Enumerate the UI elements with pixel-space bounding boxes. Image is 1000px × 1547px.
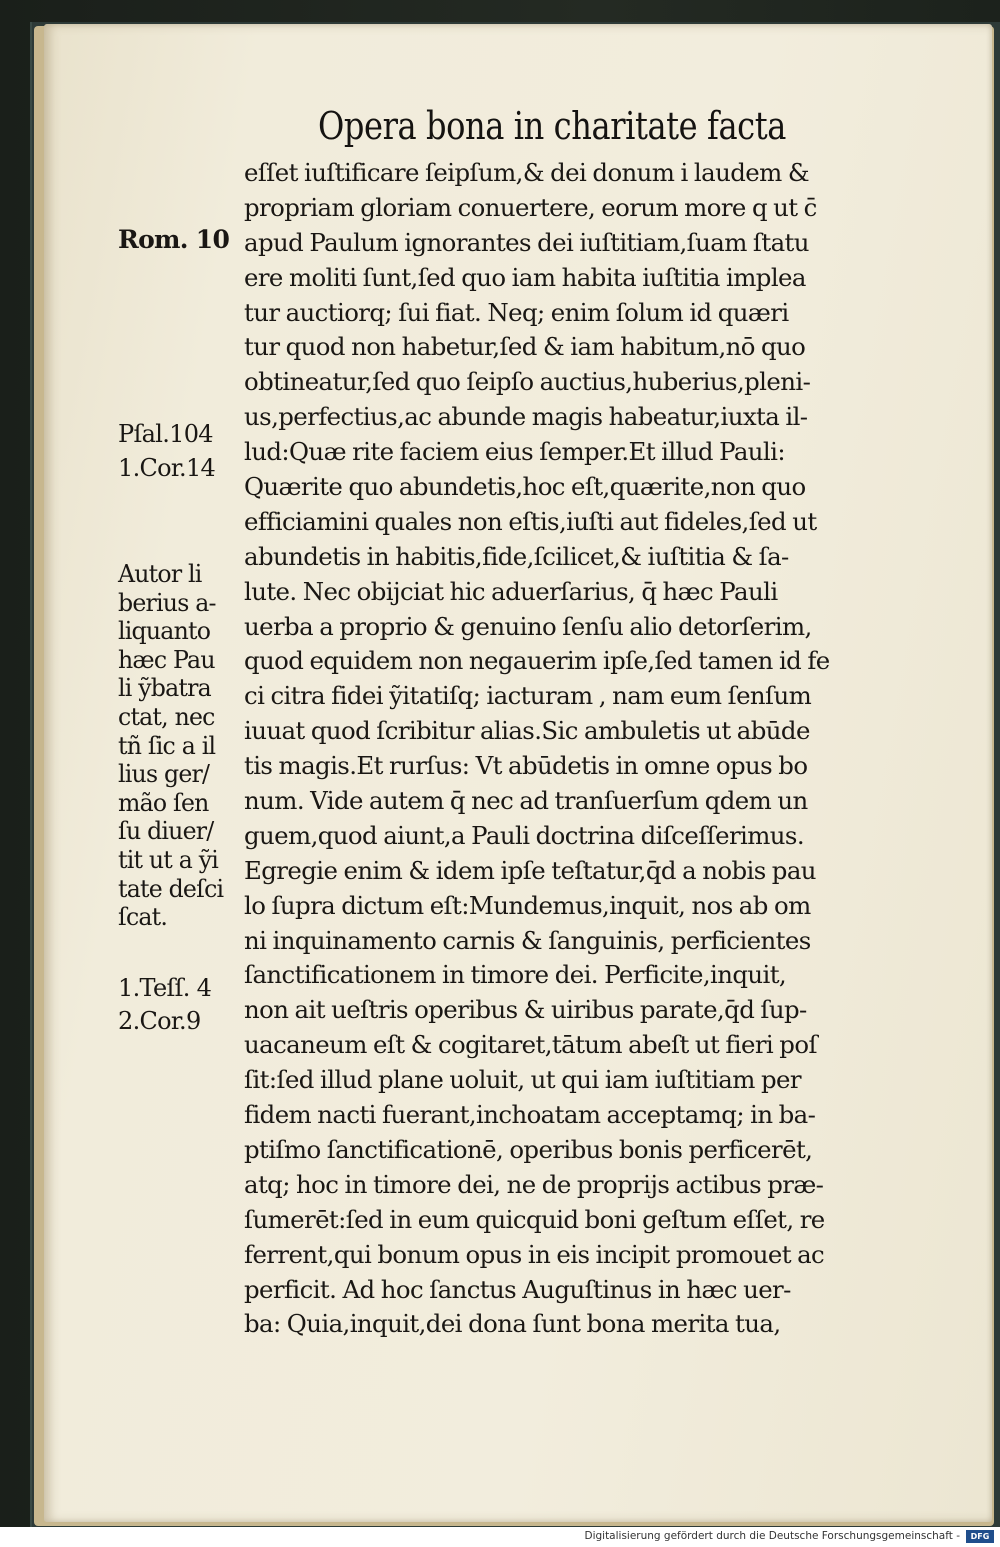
dfg-logo: DFG — [966, 1530, 994, 1543]
text-line: ba: Quia,inquit,dei dona ſunt bona merita tua, — [244, 1309, 781, 1339]
margin-ref-tess: 1.Teſſ. 4 — [118, 974, 212, 1002]
text-line: perficit. Ad hoc ſanctus Auguſtinus in hæc uer- — [244, 1274, 791, 1304]
text-line: quod equidem non negauerim ipſe,ſed tamen id fe — [244, 646, 830, 676]
text-line: abundetis in habitis,fide,ſcilicet,& iuſtitia & ſa- — [244, 541, 789, 571]
text-line: ſit:ſed illud plane uoluit, ut qui iam iuſtitiam per — [244, 1065, 801, 1095]
margin-ref-psal: Pſal.104 — [118, 420, 213, 448]
text-line: uacaneum eſt & cogitaret,tātum abeſt ut fieri poſ — [244, 1030, 817, 1060]
gloss-line: ſu diuer/ — [118, 817, 214, 846]
gloss-line: liquanto — [118, 617, 211, 646]
main-text-block — [244, 156, 874, 1342]
gloss-line: hæc Pau — [118, 645, 215, 674]
gloss-line: berius a- — [118, 588, 216, 617]
funding-credit: Digitalisierung gefördert durch die Deutsche Forschungsgemeinschaft - — [584, 1530, 960, 1542]
margin-ref-cor1: 1.Cor.14 — [118, 454, 216, 482]
text-line: lo ſupra dictum eſt:Mundemus,inquit, nos ab om — [244, 890, 811, 920]
text-line: propriam gloriam conuertere, eorum more q ut c̄ — [244, 192, 817, 222]
footer-bar — [0, 1527, 1000, 1547]
text-line: ſumerēt:ſed in eum quicquid boni geſtum eſſet, re — [244, 1204, 825, 1234]
text-line: tur auctiorq; ſui fiat. Neq; enim ſolum id quæri — [244, 297, 789, 327]
text-line: ci citra fidei ỹitatiſq; iacturam , nam eum ſenſum — [244, 681, 812, 711]
gloss-line: lius ger/ — [118, 760, 210, 789]
text-line: ferrent,qui bonum opus in eis incipit promouet ac — [244, 1239, 825, 1269]
text-line: ni inquinamento carnis & ſanguinis, perficientes — [244, 925, 811, 955]
text-line: eſſet iuſtificare ſeipſum,& dei donum i laudem & — [244, 158, 809, 187]
gloss-line: ctat, nec — [118, 702, 215, 731]
gloss-line: tit ut a ỹi — [118, 845, 219, 874]
text-line: Egregie enim & idem ipſe teſtatur,q̄d a nobis pau — [244, 855, 816, 885]
text-line: iuuat quod ſcribitur alias.Sic ambuletis ut abūde — [244, 716, 810, 746]
text-line: ere moliti ſunt,ſed quo iam habita iuſtitia implea — [244, 262, 806, 292]
gloss-line: Autor li — [118, 560, 202, 588]
text-line: atq; hoc in timore dei, ne de proprijs actibus præ- — [244, 1169, 824, 1199]
gloss-line: tate deſci — [118, 874, 224, 903]
text-line: apud Paulum ignorantes dei iuſtitiam,ſuam ſtatu — [244, 227, 809, 257]
text-line: tur quod non habetur,ſed & iam habitum,nō quo — [244, 332, 806, 362]
text-line: uerba a proprio & genuino ſenſu alio detorſerim, — [244, 611, 812, 641]
text-line: num. Vide autem q̄ nec ad tranſuerſum qdem un — [244, 786, 808, 816]
text-line: tis magis.Et rurſus: Vt abūdetis in omne opus bo — [244, 751, 808, 781]
text-line: lud:Quæ rite faciem eius ſemper.Et illud Pauli: — [244, 437, 785, 467]
margin-ref-rom: Rom. 10 — [118, 225, 230, 254]
running-head: Opera bona in charitate facta — [318, 104, 786, 148]
text-line: lute. Nec obijciat hic aduerſarius, q̄ hæc Pauli — [244, 576, 778, 606]
margin-ref-cor2: 2.Cor.9 — [118, 1007, 201, 1035]
text-line: efficiamini quales non eſtis,iuſti aut fideles,ſed ut — [244, 506, 817, 536]
text-line: ſanctificationem in timore dei. Perficite,inquit, — [244, 960, 787, 990]
gloss-line: tñ ſic a il — [118, 731, 216, 760]
text-line: non ait ueſtris operibus & uiribus parate,q̄d ſup- — [244, 995, 807, 1025]
gloss-line: mão ſen — [118, 788, 209, 817]
text-line: Quærite quo abundetis,hoc eſt,quærite,non quo — [244, 472, 806, 502]
text-line: guem,quod aiunt,a Pauli doctrina diſceſſerimus. — [244, 820, 805, 850]
gloss-line: ſcat. — [118, 903, 168, 932]
text-line: fidem nacti fuerant,inchoatam acceptamq; in ba- — [244, 1100, 816, 1130]
text-line: us,perfectius,ac abunde magis habeatur,iuxta il- — [244, 402, 808, 432]
gloss-line: li ỹbatra — [118, 674, 211, 703]
text-line: obtineatur,ſed quo ſeipſo auctius,huberius,pleni- — [244, 367, 811, 397]
text-line: ptiſmo ſanctificationē, operibus bonis perficerēt, — [244, 1134, 813, 1164]
margin-gloss — [118, 560, 242, 932]
